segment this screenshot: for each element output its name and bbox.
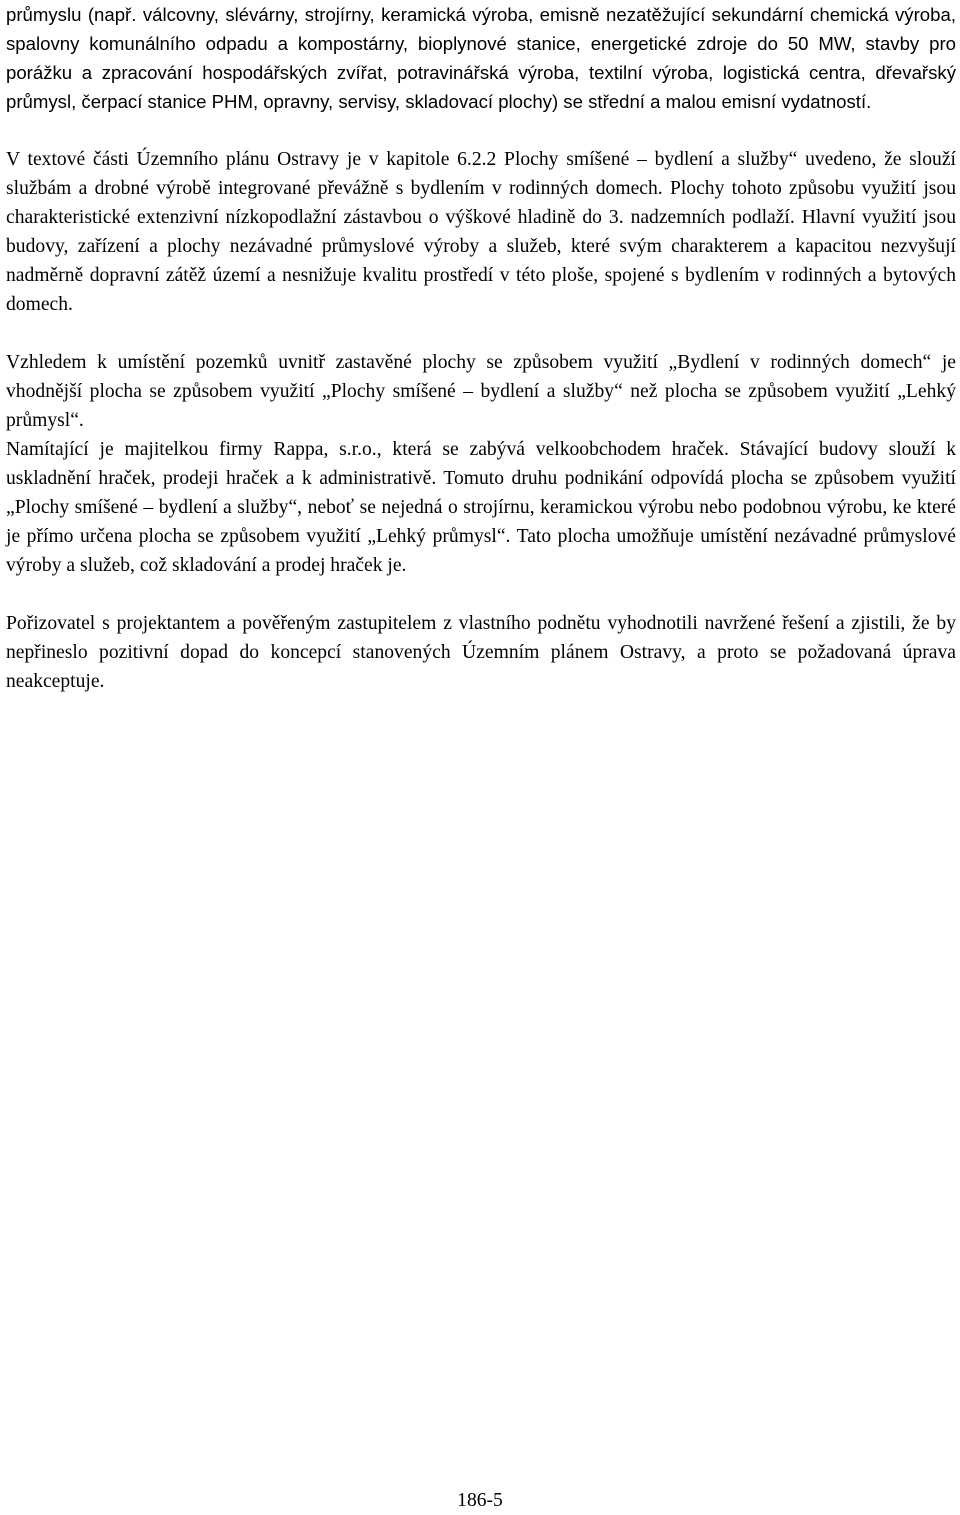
paragraph-decision: Pořizovatel s projektantem a pověřeným zastupitelem z vlastního podnětu vyhodnotili navržené řešení a zjistili, že by nepřineslo pozitivní dopad do koncepcí stanovených Územním plánem Ostravy, a proto se požadovaná úprava neakceptuje. bbox=[6, 613, 956, 692]
page-number: 186-5 bbox=[457, 1490, 503, 1511]
document-page bbox=[6, 0, 956, 696]
paragraph-land-location: Vzhledem k umístění pozemků uvnitř zastavěné plochy se způsobem využití „Bydlení v rodinných domech“ je vhodnější plocha se způsobem využití „Plochy smíšené – bydlení a služby“ než plocha se způsobem využití „Lehký průmysl“. bbox=[6, 352, 956, 431]
paragraph-industry-list: průmyslu (např. válcovny, slévárny, strojírny, keramická výroba, emisně nezatěžující sekundární chemická výroba, spalovny komunálního odpadu a kompostárny, bioplynové stanice, energetické zdroje do 50 MW, stavby pro porážku a zpracování hospodářských zvířat, potravinářská výroba, textilní výroba, logistická centra, dřevařský průmysl, čerpací stanice PHM, opravny, servisy, skladovací plochy) se střední a malou emisní vydatností. bbox=[6, 4, 956, 112]
paragraph-plan-chapter: V textové části Územního plánu Ostravy je v kapitole 6.2.2 Plochy smíšené – bydlení a služby“ uvedeno, že slouží službám a drobné výrobě integrované převážně s bydlením v rodinných domech. Plochy tohoto způsobu využití jsou charakteristické extenzivní nízkopodlažní zástavbou o výškové hladině do 3. nadzemních podlaží. Hlavní využití jsou budovy, zařízení a plochy nezávadné průmyslové výroby a služeb, které svým charakterem a kapacitou nezvyšují nadměrně dopravní zátěž území a nesnižuje kvalitu prostředí v této ploše, spojené s bydlením v rodinných a bytových domech. bbox=[6, 149, 956, 315]
paragraph-objector-company: Namítající je majitelkou firmy Rappa, s.r.o., která se zabývá velkoobchodem hraček. Stávající budovy slouží k uskladnění hraček, prodeji hraček a k administrativě. Tomuto druhu podnikání odpovídá plocha se způsobem využití „Plochy smíšené – bydlení a služby“, neboť se nejedná o strojírnu, keramickou výrobu nebo podobnou výrobu, ke které je přímo určena plocha se způsobem využití „Lehký průmysl“. Tato plocha umožňuje umístění nezávadné průmyslové výroby a služeb, což skladování a prodej hraček je. bbox=[6, 439, 956, 576]
